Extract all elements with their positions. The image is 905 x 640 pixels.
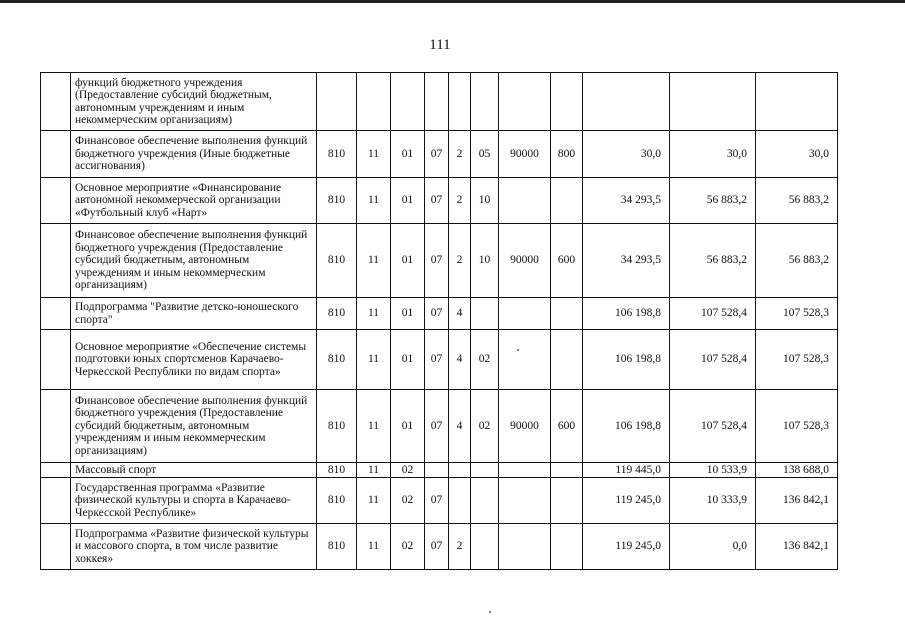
item-name: Государственная программа «Развитие физической культуры и спорта в Карачаево-Черкесской Республике»	[71, 478, 317, 524]
code-expense-type	[551, 478, 583, 524]
amount-year-1: 34 293,5	[583, 224, 670, 298]
code-program: 07	[425, 330, 449, 390]
amount-year-3: 107 528,3	[756, 390, 838, 463]
code-activity: 10	[471, 224, 499, 298]
budget-table	[40, 72, 838, 570]
code-direction	[499, 524, 551, 570]
code-ministry: 810	[317, 463, 357, 478]
table-body	[41, 73, 838, 570]
code-program	[425, 463, 449, 478]
table-row	[41, 478, 838, 524]
code-subprogram: 2	[449, 224, 471, 298]
margin-cell	[41, 131, 71, 178]
code-subprogram	[449, 478, 471, 524]
code-activity	[471, 463, 499, 478]
code-subprogram: 2	[449, 131, 471, 178]
code-subsection: 02	[391, 478, 425, 524]
table-row	[41, 224, 838, 298]
amount-year-1: 106 198,8	[583, 390, 670, 463]
amount-year-2: 10 333,9	[670, 478, 756, 524]
code-ministry: 810	[317, 524, 357, 570]
amount-year-3: 56 883,2	[756, 178, 838, 224]
code-subsection: 02	[391, 524, 425, 570]
code-activity	[471, 73, 499, 131]
item-name: Финансовое обеспечение выполнения функций бюджетного учреждения (Предоставление субсидий бюджетным, автономным учреждениям и иным некоммерческим организациям)	[71, 224, 317, 298]
code-program: 07	[425, 131, 449, 178]
amount-year-1	[583, 73, 670, 131]
code-subsection: 01	[391, 224, 425, 298]
code-section: 11	[357, 224, 391, 298]
code-ministry: 810	[317, 298, 357, 330]
code-subprogram: 4	[449, 298, 471, 330]
amount-year-3: 138 688,0	[756, 463, 838, 478]
code-expense-type: 800	[551, 131, 583, 178]
code-direction	[499, 178, 551, 224]
item-name: Подпрограмма "Развитие детско-юношеского спорта"	[71, 298, 317, 330]
code-ministry: 810	[317, 131, 357, 178]
code-ministry: 810	[317, 390, 357, 463]
code-subprogram	[449, 463, 471, 478]
item-name: Финансовое обеспечение выполнения функций бюджетного учреждения (Иные бюджетные ассигнования)	[71, 131, 317, 178]
code-activity: 02	[471, 330, 499, 390]
amount-year-2: 10 533,9	[670, 463, 756, 478]
code-expense-type	[551, 330, 583, 390]
amount-year-3: 56 883,2	[756, 224, 838, 298]
code-activity: 02	[471, 390, 499, 463]
code-ministry	[317, 73, 357, 131]
margin-cell	[41, 463, 71, 478]
item-name: Подпрограмма «Развитие физической культуры и массового спорта, в том числе развитие хоккея»	[71, 524, 317, 570]
amount-year-3: 136 842,1	[756, 524, 838, 570]
code-program: 07	[425, 390, 449, 463]
amount-year-1: 106 198,8	[583, 298, 670, 330]
amount-year-2: 30,0	[670, 131, 756, 178]
margin-cell	[41, 478, 71, 524]
code-subprogram	[449, 73, 471, 131]
amount-year-2: 0,0	[670, 524, 756, 570]
code-section: 11	[357, 131, 391, 178]
amount-year-2: 56 883,2	[670, 224, 756, 298]
code-subsection: 01	[391, 298, 425, 330]
code-expense-type	[551, 298, 583, 330]
table-row	[41, 390, 838, 463]
code-ministry: 810	[317, 224, 357, 298]
table-row	[41, 131, 838, 178]
amount-year-3: 136 842,1	[756, 478, 838, 524]
amount-year-3: 107 528,3	[756, 298, 838, 330]
amount-year-1: 119 245,0	[583, 478, 670, 524]
code-expense-type	[551, 524, 583, 570]
table-row	[41, 463, 838, 478]
code-direction	[499, 298, 551, 330]
margin-cell	[41, 73, 71, 131]
item-name: Финансовое обеспечение выполнения функций бюджетного учреждения (Предоставление субсидий бюджетным, автономным учреждениям и иным некоммерческим организациям)	[71, 390, 317, 463]
margin-cell	[41, 390, 71, 463]
code-direction	[499, 463, 551, 478]
code-expense-type: 600	[551, 224, 583, 298]
table-row	[41, 178, 838, 224]
code-ministry: 810	[317, 478, 357, 524]
table-row	[41, 330, 838, 390]
amount-year-3	[756, 73, 838, 131]
item-name: Основное мероприятие «Обеспечение системы подготовки юных спортсменов Карачаево-Черкесской Республики по видам спорта»	[71, 330, 317, 390]
code-activity: 05	[471, 131, 499, 178]
code-subprogram: 4	[449, 330, 471, 390]
margin-cell	[41, 524, 71, 570]
code-section: 11	[357, 390, 391, 463]
code-activity	[471, 524, 499, 570]
amount-year-2: 107 528,4	[670, 330, 756, 390]
code-direction	[499, 73, 551, 131]
code-program: 07	[425, 478, 449, 524]
code-section: 11	[357, 478, 391, 524]
margin-cell	[41, 224, 71, 298]
table-row	[41, 73, 838, 131]
item-name: Массовый спорт	[71, 463, 317, 478]
code-direction: 90000	[499, 131, 551, 178]
code-program: 07	[425, 524, 449, 570]
code-subsection	[391, 73, 425, 131]
code-program: 07	[425, 224, 449, 298]
code-direction: 90000	[499, 224, 551, 298]
code-section: 11	[357, 463, 391, 478]
code-program	[425, 73, 449, 131]
code-direction	[499, 330, 551, 390]
table-row	[41, 524, 838, 570]
amount-year-1: 106 198,8	[583, 330, 670, 390]
code-subprogram: 4	[449, 390, 471, 463]
margin-cell	[41, 330, 71, 390]
code-subsection: 01	[391, 330, 425, 390]
scan-top-edge	[0, 0, 905, 3]
code-section: 11	[357, 178, 391, 224]
item-name: функций бюджетного учреждения (Предоставление субсидий бюджетным, автономным учреждениям и иным некоммерческим организациям)	[71, 73, 317, 131]
code-activity: 10	[471, 178, 499, 224]
code-program: 07	[425, 178, 449, 224]
amount-year-1: 34 293,5	[583, 178, 670, 224]
code-subsection: 01	[391, 131, 425, 178]
code-expense-type: 600	[551, 390, 583, 463]
amount-year-2	[670, 73, 756, 131]
code-expense-type	[551, 463, 583, 478]
page-number: 111	[429, 37, 451, 53]
code-subsection: 01	[391, 178, 425, 224]
code-section: 11	[357, 524, 391, 570]
margin-cell	[41, 178, 71, 224]
amount-year-1: 119 245,0	[583, 524, 670, 570]
code-activity	[471, 298, 499, 330]
code-direction: 90000	[499, 390, 551, 463]
code-direction	[499, 478, 551, 524]
amount-year-3: 30,0	[756, 131, 838, 178]
code-ministry: 810	[317, 178, 357, 224]
table-row	[41, 298, 838, 330]
code-subprogram: 2	[449, 524, 471, 570]
code-section	[357, 73, 391, 131]
amount-year-3: 107 528,3	[756, 330, 838, 390]
code-section: 11	[357, 298, 391, 330]
code-section: 11	[357, 330, 391, 390]
code-program: 07	[425, 298, 449, 330]
scan-speck	[517, 349, 519, 351]
code-activity	[471, 478, 499, 524]
amount-year-2: 107 528,4	[670, 298, 756, 330]
margin-cell	[41, 298, 71, 330]
code-subsection: 01	[391, 390, 425, 463]
code-ministry: 810	[317, 330, 357, 390]
amount-year-1: 119 445,0	[583, 463, 670, 478]
amount-year-2: 107 528,4	[670, 390, 756, 463]
code-expense-type	[551, 178, 583, 224]
item-name: Основное мероприятие «Финансирование автономной некоммерческой организации «Футбольный клуб «Нарт»	[71, 178, 317, 224]
code-expense-type	[551, 73, 583, 131]
code-subprogram: 2	[449, 178, 471, 224]
code-subsection: 02	[391, 463, 425, 478]
scan-speck	[489, 611, 491, 613]
amount-year-1: 30,0	[583, 131, 670, 178]
amount-year-2: 56 883,2	[670, 178, 756, 224]
